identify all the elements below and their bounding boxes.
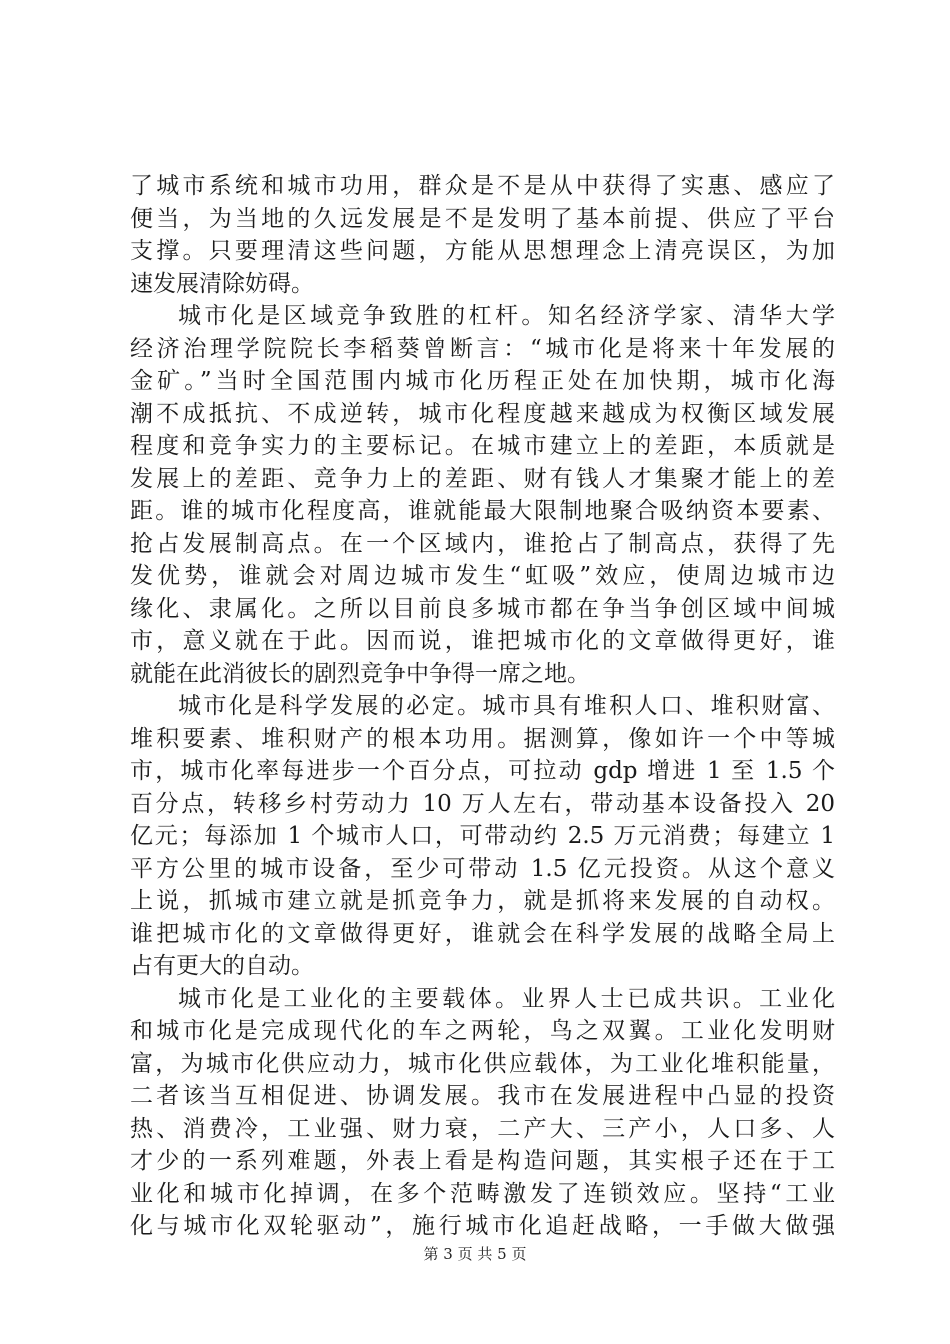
text-line: 上说，抓城市建立就是抓竞争力，就是抓将来发展的自动权。 xyxy=(130,888,835,914)
text-line: 发展上的差距、竞争力上的差距、财有钱人才集聚才能上的差 xyxy=(130,465,835,492)
text-line: 二者该当互相促进、协调发展。我市在发展进程中凸显的投资 xyxy=(130,1083,835,1109)
text-line: 速发展清除妨碍。 xyxy=(130,270,314,297)
text-line: 缘化、隶属化。之所以目前良多城市都在争当争创区域中间城 xyxy=(130,595,835,622)
text-line: 百分点，转移乡村劳动力 10 万人左右，带动基本设备投入 20 xyxy=(130,790,835,817)
text-line: 了城市系统和城市功用，群众是不是从中获得了实惠、感应了 xyxy=(130,173,835,199)
text-line: 抢占发展制高点。在一个区域内，谁抢占了制高点，获得了先 xyxy=(130,530,835,557)
text-line: 富，为城市化供应动力，城市化供应载体，为工业化堆积能量， xyxy=(130,1050,835,1077)
text-line: 市，城市化率每进步一个百分点，可拉动 gdp 增进 1 至 1.5 个 xyxy=(130,758,835,784)
text-line: 化与城市化双轮驱动”，施行城市化追赶战略，一手做大做强 xyxy=(130,1213,835,1239)
text-line: 堆积要素、堆积财产的根本功用。据测算，像如许一个中等城 xyxy=(130,725,835,752)
text-line: 程度和竞争实力的主要标记。在城市建立上的差距，本质就是 xyxy=(130,433,835,459)
page-footer: 第 3 页 共 5 页 xyxy=(423,1245,527,1263)
text-line: 占有更大的自动。 xyxy=(130,953,314,979)
text-line: 经济治理学院院长李稻葵曾断言：“城市化是将来十年发展的 xyxy=(130,335,835,362)
text-line: 平方公里的城市设备，至少可带动 1.5 亿元投资。从这个意义 xyxy=(130,855,835,882)
text-line: 就能在此消彼长的剧烈竞争中争得一席之地。 xyxy=(130,660,590,687)
text-line: 和城市化是完成现代化的车之两轮，鸟之双翼。工业化发明财 xyxy=(130,1018,835,1044)
text-line: 距。谁的城市化程度高，谁就能最大限制地聚合吸纳资本要素、 xyxy=(130,498,835,524)
text-line: 城市化是工业化的主要载体。业界人士已成共识。工业化 xyxy=(178,985,835,1012)
text-line: 亿元；每添加 1 个城市人口，可带动约 2.5 万元消费；每建立 1 xyxy=(130,823,835,849)
text-line: 发优势，谁就会对周边城市发生“虹吸”效应，使周边城市边 xyxy=(130,563,835,589)
text-line: 才少的一系列难题，外表上看是构造问题，其实根子还在于工 xyxy=(130,1148,835,1174)
text-line: 便当，为当地的久远发展是不是发明了基本前提、供应了平台 xyxy=(130,205,835,232)
text-line: 市，意义就在于此。因而说，谁把城市化的文章做得更好，谁 xyxy=(130,628,835,654)
text-line: 支撑。只要理清这些问题，方能从思想理念上清亮误区，为加 xyxy=(130,238,835,264)
text-line: 城市化是科学发展的必定。城市具有堆积人口、堆积财富、 xyxy=(178,693,835,719)
text-line: 热、消费冷，工业强、财力衰，二产大、三产小，人口多、人 xyxy=(130,1115,835,1142)
document-body xyxy=(130,170,835,1243)
text-line: 城市化是区域竞争致胜的杠杆。知名经济学家、清华大学 xyxy=(178,303,835,329)
text-line: 谁把城市化的文章做得更好，谁就会在科学发展的战略全局上 xyxy=(130,920,835,947)
text-line: 潮不成抵抗、不成逆转，城市化程度越来越成为权衡区域发展 xyxy=(130,400,835,427)
text-line: 业化和城市化掉调，在多个范畴激发了连锁效应。坚持“工业 xyxy=(130,1180,835,1207)
text-line: 金矿。”当时全国范围内城市化历程正处在加快期，城市化海 xyxy=(130,368,835,394)
